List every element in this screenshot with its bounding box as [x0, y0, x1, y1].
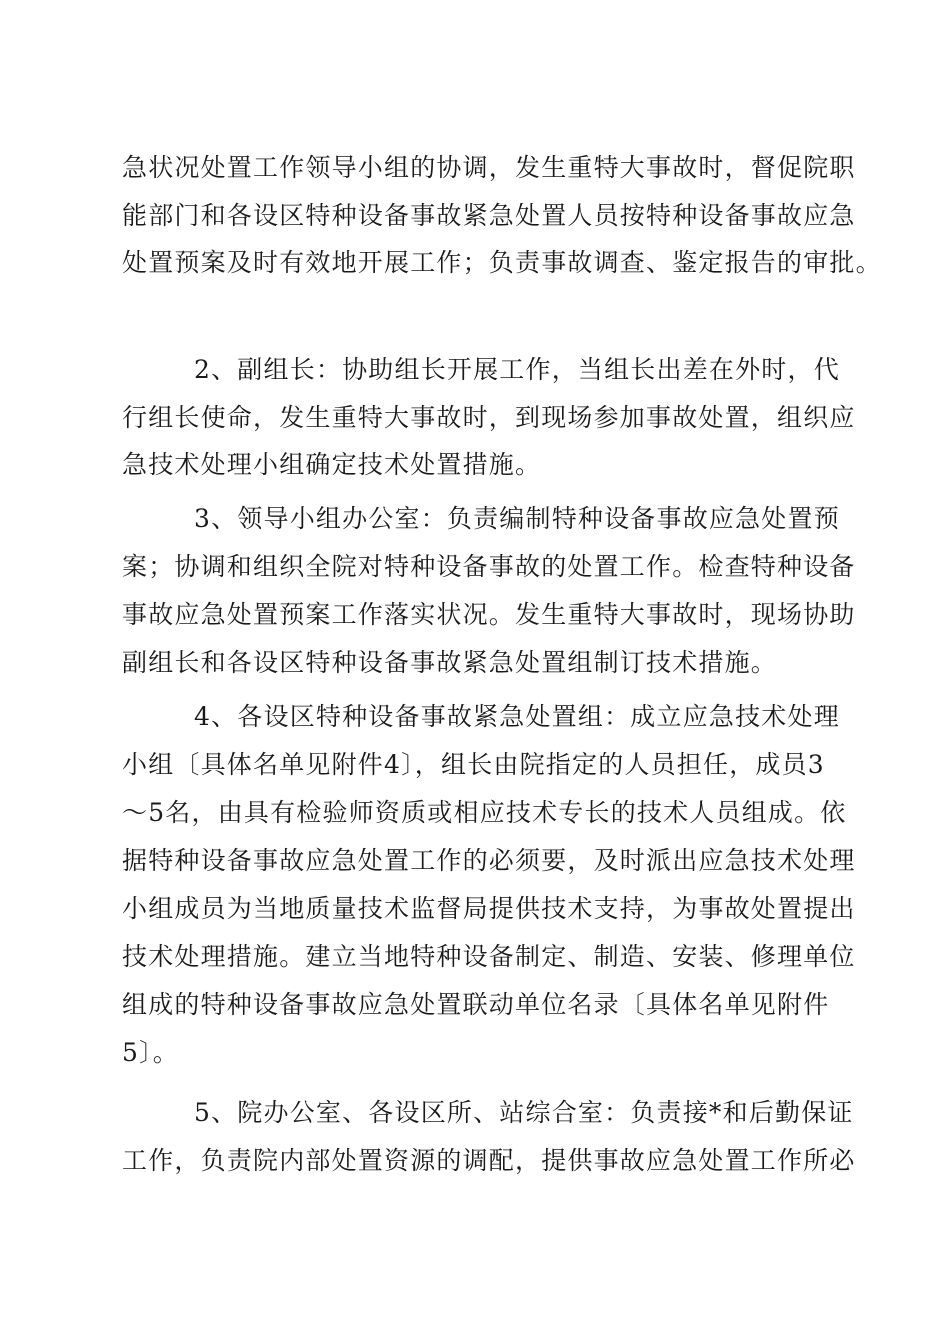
paragraph-start-line: 4、各设区特种设备事故紧急处置组：成立应急技术处理 [194, 702, 840, 731]
text-line: 5〕。 [122, 1038, 180, 1067]
text-line: ～5名，由具有检验师资质或相应技术专长的技术人员组成。依 [122, 798, 847, 827]
text-line: 副组长和各设区特种设备事故紧急处置组制订技术措施。 [122, 648, 778, 677]
text-line: 行组长使命，发生重特大事故时，到现场参加事故处置，组织应 [122, 403, 856, 432]
text-line: 小组成员为当地质量技术监督局提供技术支持，为事故处置提出 [122, 894, 856, 923]
paragraph-start-line: 2、副组长：协助组长开展工作，当组长出差在外时，代 [194, 355, 840, 384]
text-line: 处置预案及时有效地开展工作；负责事故调查、鉴定报告的审批。 [122, 248, 882, 277]
text-line: 急状况处置工作领导小组的协调，发生重特大事故时，督促院职 [122, 153, 856, 182]
paragraph-start-line: 3、领导小组办公室：负责编制特种设备事故应急处置预 [194, 504, 840, 533]
paragraph-start-line: 5、院办公室、各设区所、站综合室：负责接*和后勤保证 [194, 1098, 854, 1127]
text-line: 技术处理措施。建立当地特种设备制定、制造、安装、修理单位 [122, 942, 856, 971]
text-line: 工作，负责院内部处置资源的调配，提供事故应急处置工作所必 [122, 1146, 856, 1175]
text-line: 小组〔具体名单见附件4〕，组长由院指定的人员担任，成员3 [122, 750, 825, 779]
text-line: 组成的特种设备事故应急处置联动单位名录〔具体名单见附件 [122, 990, 830, 1019]
text-line: 事故应急处置预案工作落实状况。发生重特大事故时，现场协助 [122, 600, 856, 629]
text-line: 案；协调和组织全院对特种设备事故的处置工作。检查特种设备 [122, 552, 856, 581]
text-line: 能部门和各设区特种设备事故紧急处置人员按特种设备事故应急 [122, 201, 856, 230]
text-line: 急技术处理小组确定技术处置措施。 [122, 450, 542, 479]
text-line: 据特种设备事故应急处置工作的必须要，及时派出应急技术处理 [122, 846, 856, 875]
